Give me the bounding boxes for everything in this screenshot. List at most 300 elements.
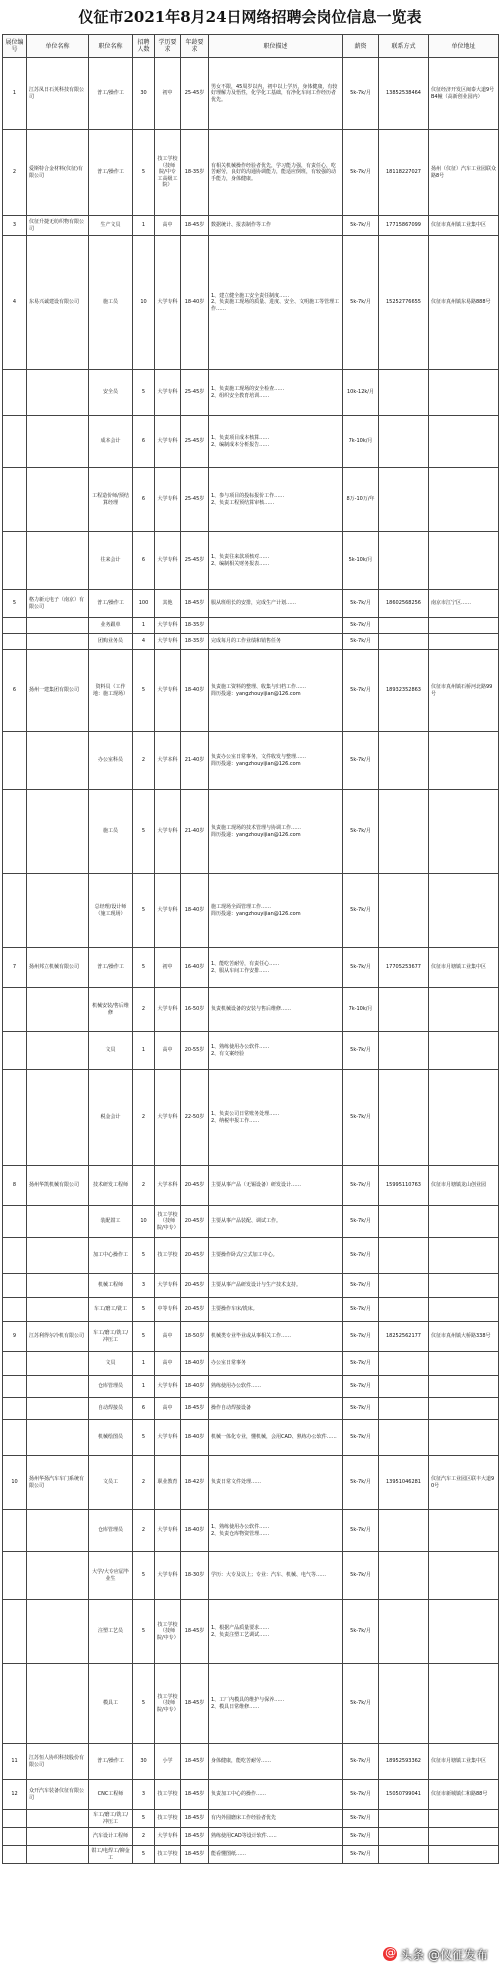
cell-position: 文员工 xyxy=(89,1456,133,1510)
cell-salary: 5k-7k/月 xyxy=(343,58,379,130)
cell-company xyxy=(27,1552,89,1600)
cell-position: 汽车设计工程师 xyxy=(89,1828,133,1846)
cell-count: 2 xyxy=(133,1070,155,1166)
table-row xyxy=(3,1274,499,1298)
cell-education: 高中 xyxy=(155,1352,181,1376)
cell-education: 小学 xyxy=(155,1744,181,1780)
cell-age: 18-45岁 xyxy=(181,1780,209,1810)
cell-booth: 8 xyxy=(3,1166,27,1206)
cell-description: 身体健康，能吃苦耐劳…… xyxy=(209,1744,343,1780)
cell-description: 负责日常文件处理…… xyxy=(209,1456,343,1510)
cell-company xyxy=(27,988,89,1032)
cell-address xyxy=(429,1070,499,1166)
cell-booth xyxy=(3,1664,27,1744)
cell-contact xyxy=(379,1810,429,1828)
cell-booth xyxy=(3,1376,27,1398)
cell-company xyxy=(27,1810,89,1828)
cell-description: 主要操作卧式/立式加工中心。 xyxy=(209,1238,343,1274)
cell-company xyxy=(27,532,89,590)
cell-education: 大学专科 xyxy=(155,1274,181,1298)
cell-salary: 5k-7k/月 xyxy=(343,1274,379,1298)
cell-company xyxy=(27,468,89,532)
header-address: 单位地址 xyxy=(429,35,499,58)
table-row xyxy=(3,1828,499,1846)
cell-position: 生产文员 xyxy=(89,216,133,236)
cell-age: 18-45岁 xyxy=(181,1664,209,1744)
cell-address xyxy=(429,370,499,416)
cell-booth xyxy=(3,1810,27,1828)
cell-education: 技工学校 xyxy=(155,1810,181,1828)
cell-salary: 5k-7k/月 xyxy=(343,1206,379,1238)
cell-booth xyxy=(3,1032,27,1070)
watermark-text: 头条 @仪征发布 xyxy=(400,1947,488,1962)
cell-position: 安全员 xyxy=(89,370,133,416)
cell-education: 大学本科 xyxy=(155,1166,181,1206)
cell-count: 5 xyxy=(133,650,155,732)
cell-address xyxy=(429,790,499,874)
cell-contact xyxy=(379,1600,429,1664)
cell-description: 负责施工现场的技术管理与协调工作…… 简历投递：yangzhouyijian@126.com xyxy=(209,790,343,874)
table-row xyxy=(3,1780,499,1810)
cell-contact xyxy=(379,1206,429,1238)
cell-address xyxy=(429,732,499,790)
cell-count: 5 xyxy=(133,874,155,948)
cell-count: 30 xyxy=(133,1744,155,1780)
cell-count: 5 xyxy=(133,948,155,988)
cell-position: 文员 xyxy=(89,1032,133,1070)
cell-age: 18-45岁 xyxy=(181,1828,209,1846)
cell-count: 6 xyxy=(133,532,155,590)
header-age: 年龄要求 xyxy=(181,35,209,58)
cell-contact xyxy=(379,634,429,650)
cell-contact xyxy=(379,468,429,532)
cell-contact xyxy=(379,1070,429,1166)
cell-count: 2 xyxy=(133,1456,155,1510)
cell-age: 20-45岁 xyxy=(181,1206,209,1238)
cell-count: 6 xyxy=(133,1398,155,1420)
cell-age: 18-40岁 xyxy=(181,650,209,732)
cell-count: 1 xyxy=(133,618,155,634)
cell-address xyxy=(429,1032,499,1070)
cell-description: 操作自动焊接设备 xyxy=(209,1398,343,1420)
cell-position: 施工员 xyxy=(89,236,133,370)
cell-age: 18-40岁 xyxy=(181,1376,209,1398)
cell-contact: 17705253677 xyxy=(379,948,429,988)
cell-salary: 5k-7k/月 xyxy=(343,1352,379,1376)
cell-salary: 5k-7k/月 xyxy=(343,618,379,634)
table-row xyxy=(3,130,499,216)
cell-company: 扬州华扬汽车车门系统有限公司 xyxy=(27,1456,89,1510)
cell-address xyxy=(429,618,499,634)
cell-count: 6 xyxy=(133,468,155,532)
cell-salary: 5k-7k/月 xyxy=(343,1032,379,1070)
cell-education: 大学专科 xyxy=(155,1070,181,1166)
cell-contact: 18952593362 xyxy=(379,1744,429,1780)
table-row xyxy=(3,1206,499,1238)
cell-position: 办公室科员 xyxy=(89,732,133,790)
cell-contact xyxy=(379,732,429,790)
cell-education: 技工学校（技师院/中专） xyxy=(155,1664,181,1744)
cell-contact xyxy=(379,370,429,416)
cell-age: 18-45岁 xyxy=(181,216,209,236)
cell-position: 成本会计 xyxy=(89,416,133,468)
cell-description: 主要操作车床/铣床。 xyxy=(209,1298,343,1322)
cell-booth: 3 xyxy=(3,216,27,236)
cell-address xyxy=(429,1846,499,1864)
cell-salary: 5k-7k/月 xyxy=(343,1322,379,1352)
cell-education: 大学专科 xyxy=(155,874,181,948)
cell-salary: 5k-7k/月 xyxy=(343,590,379,618)
cell-age: 18-45岁 xyxy=(181,1398,209,1420)
cell-company xyxy=(27,618,89,634)
cell-company xyxy=(27,370,89,416)
table-row xyxy=(3,236,499,370)
cell-count: 5 xyxy=(133,1552,155,1600)
cell-booth xyxy=(3,790,27,874)
cell-address: 仪征市真州镇工业集中区 xyxy=(429,216,499,236)
table-row xyxy=(3,988,499,1032)
cell-contact xyxy=(379,1552,429,1600)
cell-age: 18-40岁 xyxy=(181,874,209,948)
cell-position: 普工/操作工 xyxy=(89,948,133,988)
cell-booth xyxy=(3,370,27,416)
cell-address: 仪征市真州镇大桥路338号 xyxy=(429,1322,499,1352)
cell-company xyxy=(27,1398,89,1420)
cell-address xyxy=(429,532,499,590)
cell-salary: 5k-7k/月 xyxy=(343,948,379,988)
cell-education: 初中 xyxy=(155,58,181,130)
cell-age: 25-45岁 xyxy=(181,58,209,130)
cell-contact: 15995110763 xyxy=(379,1166,429,1206)
cell-count: 100 xyxy=(133,590,155,618)
cell-count: 5 xyxy=(133,1298,155,1322)
cell-salary: 5k-7k/月 xyxy=(343,1510,379,1552)
cell-contact xyxy=(379,874,429,948)
cell-description: 有相关机械操作经验者优先，学习能力强，有责任心，吃苦耐劳，良好的沟通协调能力，能适应倒班，有较强的动手能力，身体健康。 xyxy=(209,130,343,216)
table-row xyxy=(3,1032,499,1070)
cell-age: 22-50岁 xyxy=(181,1070,209,1166)
cell-education: 大学专科 xyxy=(155,1510,181,1552)
cell-salary: 5k-7k/月 xyxy=(343,1298,379,1322)
table-row xyxy=(3,1600,499,1664)
cell-address: 仪征经济开发区闽泰大道9号B4幢（高新创业园内） xyxy=(429,58,499,130)
cell-education: 高中 xyxy=(155,216,181,236)
cell-address xyxy=(429,468,499,532)
cell-description: 熟练使用办公软件…… xyxy=(209,1376,343,1398)
cell-position: 装配钳工 xyxy=(89,1206,133,1238)
cell-description: 1、工厂内模具的维护与保养…… 2、模具日常维修…… xyxy=(209,1664,343,1744)
cell-position: 普工/操作工 xyxy=(89,590,133,618)
table-body xyxy=(3,58,499,1864)
cell-address xyxy=(429,1206,499,1238)
cell-salary: 5k-7k/月 xyxy=(343,1810,379,1828)
table-row xyxy=(3,1166,499,1206)
table-row xyxy=(3,1510,499,1552)
cell-salary: 5k-7k/月 xyxy=(343,1828,379,1846)
table-row xyxy=(3,416,499,468)
cell-position: 车工/磨工/铣工 xyxy=(89,1298,133,1322)
cell-booth: 9 xyxy=(3,1322,27,1352)
cell-booth xyxy=(3,988,27,1032)
cell-contact: 18932352863 xyxy=(379,650,429,732)
cell-education: 高中 xyxy=(155,1032,181,1070)
cell-salary: 5k-7k/月 xyxy=(343,1846,379,1864)
cell-booth xyxy=(3,532,27,590)
cell-address: 扬州（仪征）汽车工业园联众路8号 xyxy=(429,130,499,216)
cell-salary: 5k-7k/月 xyxy=(343,130,379,216)
cell-booth xyxy=(3,416,27,468)
cell-salary: 5k-7k/月 xyxy=(343,1070,379,1166)
cell-position: 模具工 xyxy=(89,1664,133,1744)
cell-description: 学历：大专及以上；专业：汽车、机械、电气等…… xyxy=(209,1552,343,1600)
cell-address: 南京市江宁区…… xyxy=(429,590,499,618)
cell-position: 业务跟单 xyxy=(89,618,133,634)
cell-salary: 5k-7k/月 xyxy=(343,1664,379,1744)
cell-position: 车工/磨工/铣工/冲压工 xyxy=(89,1322,133,1352)
cell-salary: 5k-7k/月 xyxy=(343,1166,379,1206)
cell-education: 大学专科 xyxy=(155,532,181,590)
cell-education: 大学专科 xyxy=(155,988,181,1032)
cell-address xyxy=(429,874,499,948)
cell-company xyxy=(27,1828,89,1846)
cell-description: 1、熟练使用办公软件…… 2、负责仓库物资管理…… xyxy=(209,1510,343,1552)
cell-description: 服从班组长的安排，完成生产计划…… xyxy=(209,590,343,618)
cell-booth xyxy=(3,634,27,650)
cell-count: 5 xyxy=(133,1322,155,1352)
cell-company: 扬州邦立机械有限公司 xyxy=(27,948,89,988)
table-row xyxy=(3,1552,499,1600)
cell-description: 1、熟练使用办公软件…… 2、有文案经验 xyxy=(209,1032,343,1070)
cell-contact: 18252562177 xyxy=(379,1322,429,1352)
cell-company xyxy=(27,1032,89,1070)
cell-description: 1、负责项目成本核算…… 2、编制成本分析报告…… xyxy=(209,416,343,468)
cell-address: 仪征市真州镇东易路888号 xyxy=(429,236,499,370)
cell-count: 5 xyxy=(133,1810,155,1828)
cell-company xyxy=(27,1070,89,1166)
cell-education: 其他 xyxy=(155,590,181,618)
cell-address xyxy=(429,1552,499,1600)
cell-company xyxy=(27,1206,89,1238)
cell-address: 仪征市月塘镇工业集中区 xyxy=(429,948,499,988)
cell-age: 16-40岁 xyxy=(181,948,209,988)
table-row xyxy=(3,650,499,732)
cell-position: 资料员（工作地：施工现场） xyxy=(89,650,133,732)
cell-description: 负责办公室日常事务，文件收发与整理…… 简历投递：yangzhouyijian@126.com xyxy=(209,732,343,790)
cell-count: 3 xyxy=(133,1274,155,1298)
cell-salary: 5k-7k/月 xyxy=(343,732,379,790)
cell-address xyxy=(429,1398,499,1420)
cell-company xyxy=(27,416,89,468)
table-row xyxy=(3,1846,499,1864)
cell-contact: 15252776655 xyxy=(379,236,429,370)
cell-company: 扬州一建集团有限公司 xyxy=(27,650,89,732)
cell-age: 25-45岁 xyxy=(181,468,209,532)
cell-age: 16-50岁 xyxy=(181,988,209,1032)
cell-count: 2 xyxy=(133,1828,155,1846)
cell-position: 工程造价师/预结算经理 xyxy=(89,468,133,532)
cell-count: 5 xyxy=(133,1600,155,1664)
cell-position: 自动焊接员 xyxy=(89,1398,133,1420)
table-row xyxy=(3,1322,499,1352)
cell-position: 总经理/设计师（施工现场） xyxy=(89,874,133,948)
cell-age: 18-40岁 xyxy=(181,1352,209,1376)
cell-education: 大学专科 xyxy=(155,1552,181,1600)
cell-company: 爱斯特合金材料(仪征)有限公司 xyxy=(27,130,89,216)
cell-education: 大学专科 xyxy=(155,618,181,634)
cell-contact xyxy=(379,790,429,874)
cell-age: 20-45岁 xyxy=(181,1166,209,1206)
cell-booth xyxy=(3,1238,27,1274)
cell-description: 1、根据产品质量要求…… 2、负责注塑工艺调试…… xyxy=(209,1600,343,1664)
cell-position: 团购业务员 xyxy=(89,634,133,650)
cell-company xyxy=(27,732,89,790)
cell-description: 机械类专业毕业或从事相关工作…… xyxy=(209,1322,343,1352)
cell-salary: 5k-7k/月 xyxy=(343,216,379,236)
cell-contact xyxy=(379,1352,429,1376)
header-row xyxy=(3,35,499,58)
cell-booth xyxy=(3,618,27,634)
cell-education: 大学专科 xyxy=(155,650,181,732)
cell-address xyxy=(429,1810,499,1828)
cell-count: 5 xyxy=(133,370,155,416)
cell-age: 18-30岁 xyxy=(181,1552,209,1600)
cell-salary: 7k-10k/月 xyxy=(343,416,379,468)
cell-booth: 11 xyxy=(3,1744,27,1780)
cell-description: 主要从事产品研发设计与生产技术支持。 xyxy=(209,1274,343,1298)
cell-address xyxy=(429,1420,499,1456)
cell-contact xyxy=(379,1032,429,1070)
cell-contact xyxy=(379,416,429,468)
cell-contact xyxy=(379,1664,429,1744)
cell-position: 车工/磨工/铣工/冲压工 xyxy=(89,1810,133,1828)
cell-education: 大学专科 xyxy=(155,1828,181,1846)
cell-position: 普工/操作工 xyxy=(89,130,133,216)
cell-count: 1 xyxy=(133,1376,155,1398)
cell-contact xyxy=(379,1828,429,1846)
cell-contact xyxy=(379,1238,429,1274)
cell-contact xyxy=(379,532,429,590)
cell-salary: 10k-12k/月 xyxy=(343,370,379,416)
cell-booth xyxy=(3,1352,27,1376)
cell-age: 25-45岁 xyxy=(181,532,209,590)
cell-company xyxy=(27,1846,89,1864)
cell-age: 18-35岁 xyxy=(181,618,209,634)
cell-contact xyxy=(379,1510,429,1552)
cell-company: 扬州华凯机械有限公司 xyxy=(27,1166,89,1206)
table-row xyxy=(3,1352,499,1376)
cell-age: 25-45岁 xyxy=(181,416,209,468)
header-count: 招聘人数 xyxy=(133,35,155,58)
cell-education: 大学专科 xyxy=(155,1376,181,1398)
cell-address: 仪征市月塘镇龙山创业园 xyxy=(429,1166,499,1206)
cell-booth xyxy=(3,1600,27,1664)
cell-position: 往来会计 xyxy=(89,532,133,590)
cell-age: 18-45岁 xyxy=(181,1810,209,1828)
cell-company xyxy=(27,1664,89,1744)
table-row xyxy=(3,216,499,236)
cell-contact: 13951046281 xyxy=(379,1456,429,1510)
cell-count: 5 xyxy=(133,1664,155,1744)
toutiao-logo-icon xyxy=(383,1947,397,1961)
cell-contact xyxy=(379,1846,429,1864)
cell-description: 负责施工资料的整理、收集与归档工作…… 简历投递：yangzhouyijian@126.com xyxy=(209,650,343,732)
cell-education: 技工学校（技师院/中专） xyxy=(155,1206,181,1238)
cell-position: 文员 xyxy=(89,1352,133,1376)
table-row xyxy=(3,1456,499,1510)
cell-count: 10 xyxy=(133,1206,155,1238)
cell-contact xyxy=(379,1376,429,1398)
cell-description: 男女不限，45周岁以内，初中以上学历，身体健康，有较好理解力及悟性，化学化工基础，有净化车间工作经历者优先。 xyxy=(209,58,343,130)
cell-booth xyxy=(3,468,27,532)
cell-salary: 5k-7k/月 xyxy=(343,1398,379,1420)
cell-position: 机械绘图员 xyxy=(89,1420,133,1456)
cell-booth xyxy=(3,1274,27,1298)
header-company: 单位名称 xyxy=(27,35,89,58)
cell-position: 技术研发工程师 xyxy=(89,1166,133,1206)
cell-booth: 1 xyxy=(3,58,27,130)
cell-age: 20-45岁 xyxy=(181,1274,209,1298)
cell-salary: 7k-10k/月 xyxy=(343,988,379,1032)
cell-salary: 5k-7k/月 xyxy=(343,1238,379,1274)
cell-age: 21-40岁 xyxy=(181,790,209,874)
cell-age: 18-50岁 xyxy=(181,1322,209,1352)
cell-salary: 5k-7k/月 xyxy=(343,1456,379,1510)
cell-count: 6 xyxy=(133,416,155,468)
cell-booth: 2 xyxy=(3,130,27,216)
cell-count: 5 xyxy=(133,1238,155,1274)
cell-contact xyxy=(379,1298,429,1322)
cell-age: 20-45岁 xyxy=(181,1238,209,1274)
cell-salary: 5k-7k/月 xyxy=(343,650,379,732)
cell-education: 技工学校（技师院/中专工高级工院） xyxy=(155,130,181,216)
table-row xyxy=(3,1398,499,1420)
cell-count: 2 xyxy=(133,732,155,790)
cell-count: 2 xyxy=(133,988,155,1032)
cell-booth xyxy=(3,1510,27,1552)
table-row xyxy=(3,1238,499,1274)
table-row xyxy=(3,1664,499,1744)
cell-salary: 5k-7k/月 xyxy=(343,236,379,370)
cell-company xyxy=(27,874,89,948)
cell-booth xyxy=(3,1070,27,1166)
cell-address xyxy=(429,416,499,468)
cell-booth xyxy=(3,1206,27,1238)
cell-contact xyxy=(379,988,429,1032)
cell-description: 机械一体化专业，懂机械，会用CAD、熟练办公软件…… xyxy=(209,1420,343,1456)
cell-position: 仓库管理员 xyxy=(89,1510,133,1552)
cell-booth: 10 xyxy=(3,1456,27,1510)
cell-education: 大学专科 xyxy=(155,236,181,370)
cell-education: 大学本科 xyxy=(155,732,181,790)
cell-company: 江苏恒人协织科技股份有限公司 xyxy=(27,1744,89,1780)
cell-contact: 15050799041 xyxy=(379,1780,429,1810)
cell-age: 18-45岁 xyxy=(181,1744,209,1780)
cell-description: 负责机械设备的安装与售后维修…… xyxy=(209,988,343,1032)
cell-salary: 5k-7k/月 xyxy=(343,874,379,948)
cell-description: 能看懂图纸…… xyxy=(209,1846,343,1864)
table-row xyxy=(3,1376,499,1398)
cell-position: 注塑工艺员 xyxy=(89,1600,133,1664)
cell-count: 2 xyxy=(133,1510,155,1552)
cell-position: 机械工程师 xyxy=(89,1274,133,1298)
cell-salary: 5k-7k/月 xyxy=(343,1780,379,1810)
page-title: 仪征市2021年8月24日网络招聘会岗位信息一览表 xyxy=(78,8,422,26)
cell-position: 大学/大专应届毕业生 xyxy=(89,1552,133,1600)
cell-education: 职业教育 xyxy=(155,1456,181,1510)
cell-company: 江苏凤日石英科技有限公司 xyxy=(27,58,89,130)
cell-position: 普工/操作工 xyxy=(89,58,133,130)
header-booth: 展位编号 xyxy=(3,35,27,58)
